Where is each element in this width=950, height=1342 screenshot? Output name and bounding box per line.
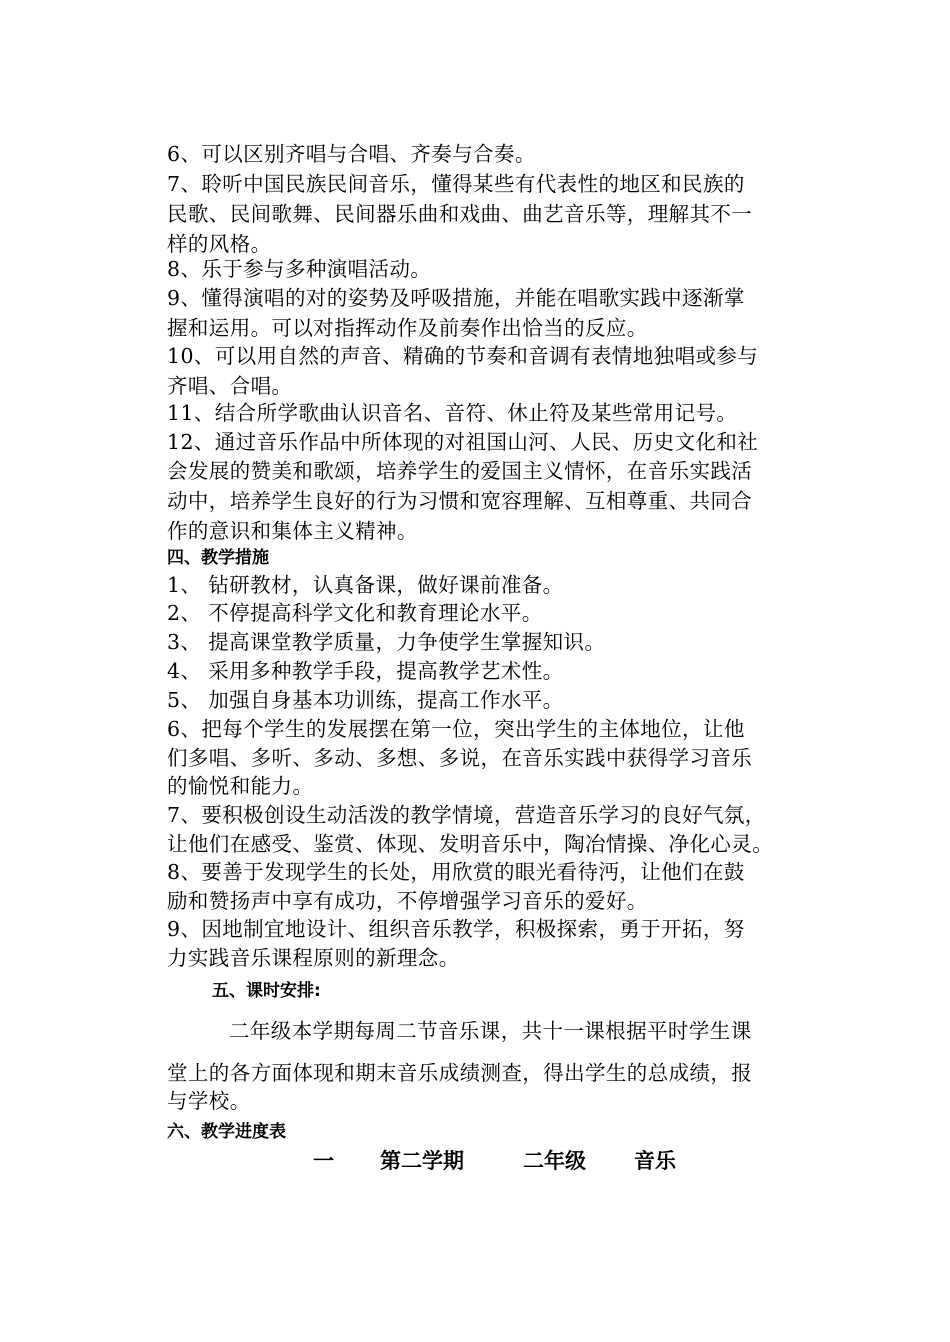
goal-line: 齐唱、合唱。	[167, 374, 293, 398]
title-subject: 音乐	[634, 1149, 676, 1173]
goal-line: 民歌、民间歌舞、民间器乐曲和戏曲、曲艺音乐等，理解其不一	[167, 202, 753, 226]
goal-line: 动中，培养学生良好的行为习惯和宽容理解、互相尊重、共同合	[167, 489, 753, 513]
title-term: 第二学期	[380, 1149, 464, 1173]
goal-line: 8、乐于参与多种演唱活动。	[167, 257, 432, 281]
goal-line: 7、聆听中国民族民间音乐，懂得某些有代表性的地区和民族的	[167, 172, 745, 196]
measure-line: 让他们在感受、鉴赏、体现、发明音乐中，陶冶情操、净化心灵。	[167, 832, 774, 856]
measure-line: 8、要善于发现学生的长处，用欣赏的眼光看待沔，让他们在鼓	[167, 860, 745, 884]
goal-line: 9、懂得演唱的对的姿势及呼吸措施，并能在唱歌实践中逐渐掌	[167, 286, 745, 310]
measure-line: 9、因地制宜地设计、组织音乐教学，积极探索，勇于开拓，努	[167, 917, 745, 941]
title-dash: 一	[313, 1149, 334, 1173]
measure-line: 1、 钻研教材，认真备课，做好课前准备。	[167, 573, 564, 597]
measure-line: 4、 采用多种教学手段，提高教学艺术性。	[167, 659, 564, 683]
section4-heading: 四、教学措施	[167, 548, 269, 568]
measure-line: 励和赞扬声中享有成功，不停增强学习音乐的爱好。	[167, 889, 648, 913]
goal-line: 作的意识和集体主义精神。	[167, 519, 418, 543]
goal-line: 11、结合所学歌曲认识音名、音符、休止符及某些常用记号。	[167, 401, 738, 425]
goal-line: 握和运用。可以对指挥动作及前奏作出恰当的反应。	[167, 316, 648, 340]
schedule-line: 堂上的各方面体现和期末音乐成绩测查，得出学生的总成绩，报	[167, 1061, 753, 1085]
measure-line: 5、 加强自身基本功训练，提高工作水平。	[167, 688, 564, 712]
goal-line: 样的风格。	[167, 232, 272, 256]
goal-line: 10、可以用自然的声音、精确的节奏和音调有表情地独唱或参与	[167, 344, 759, 368]
section5-heading: 五、课时安排:	[212, 981, 321, 1001]
schedule-line: 二年级本学期每周二节音乐课，共十一课根据平时学生课	[229, 1019, 752, 1043]
measure-line: 6、把每个学生的发展摆在第一位，突出学生的主体地位，让他	[167, 717, 745, 741]
schedule-table-title	[0, 1144, 950, 1178]
measure-line: 们多唱、多听、多动、多想、多说，在音乐实践中获得学习音乐	[167, 746, 753, 770]
measure-line: 7、要积极创设生动活泼的教学情境，营造音乐学习的良好气氛，	[167, 803, 766, 827]
title-grade: 二年级	[523, 1149, 586, 1173]
goal-line: 会发展的赞美和歌颂，培养学生的爱国主义情怀，在音乐实践活	[167, 459, 753, 483]
goal-line: 6、可以区别齐唱与合唱、齐奏与合奏。	[167, 142, 536, 166]
goal-line: 12、通过音乐作品中所体现的对祖国山河、人民、历史文化和社	[167, 430, 759, 454]
measure-line: 3、 提高课堂教学质量，力争使学生掌握知识。	[167, 630, 606, 654]
measure-line: 2、 不停提高科学文化和教育理论水平。	[167, 601, 543, 625]
measure-line: 的愉悦和能力。	[167, 774, 314, 798]
schedule-line: 与学校。	[167, 1089, 251, 1113]
section6-heading: 六、教学进度表	[167, 1122, 286, 1142]
measure-line: 力实践音乐课程原则的新理念。	[167, 946, 460, 970]
